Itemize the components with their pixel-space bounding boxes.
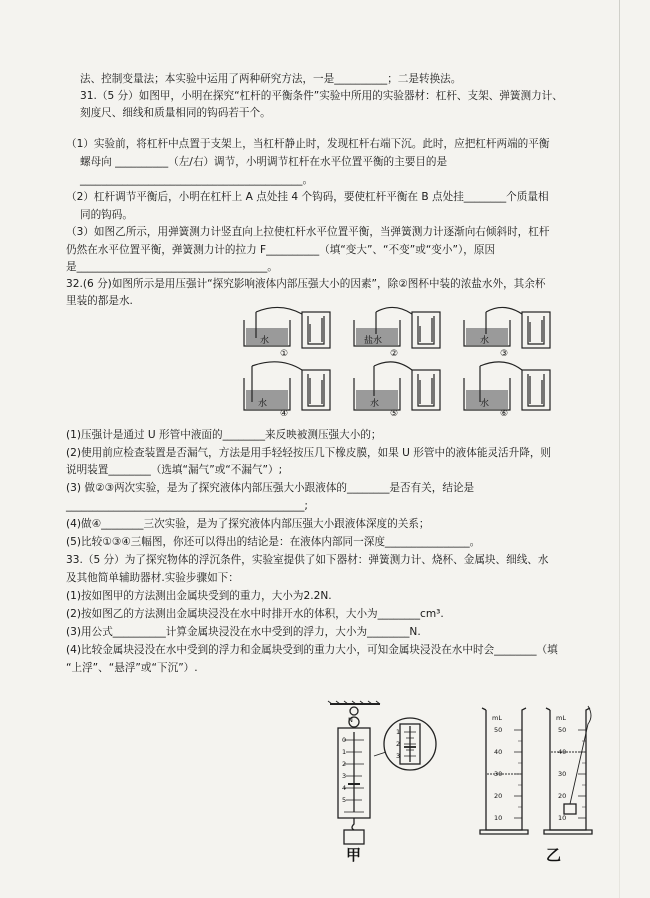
scale-number: 2 bbox=[342, 760, 347, 768]
question-32-part-2: (2)使用前应检查装置是否漏气，方法是用手轻轻按压几下橡皮膜，如果 U 形管中的液体能灵活升降，则 bbox=[66, 447, 552, 459]
pressure-gauge-figure bbox=[234, 302, 574, 418]
cylinder-tick: 30 bbox=[494, 770, 503, 778]
cylinder-tick: 10 bbox=[494, 814, 503, 822]
scale-number: 3 bbox=[342, 772, 347, 780]
text-line: 及其他简单辅助器材.实验步骤如下： bbox=[66, 572, 239, 584]
gauge-setup-6 bbox=[464, 362, 550, 410]
question-33-stem: 33.（5 分）为了探究物体的浮沉条件，实验室提供了如下器材：弹簧测力计、烧杯、金属块、细线、水 bbox=[66, 554, 549, 566]
question-32-part-4: (4)做④________三次实验，是为了探究液体内部压强大小跟液体深度的关系； bbox=[66, 518, 430, 530]
question-33-step-2: (2)按如图乙的方法测出金属块浸没在水中时排开水的体积，大小为________cm³. bbox=[66, 608, 444, 620]
panel-number: ⑥ bbox=[500, 409, 509, 418]
scale-number: 3 bbox=[396, 752, 401, 760]
text-line: _____________________________________________; bbox=[66, 500, 308, 512]
liquid-label: 盐水 bbox=[364, 336, 383, 346]
text-line: “上浮”、“悬浮”或“下沉”）. bbox=[66, 662, 198, 674]
text-line: 螺母向 __________（左/右）调节，小明调节杠杆在水平位置平衡的主要目的是 bbox=[80, 156, 448, 168]
panel-number: ② bbox=[390, 349, 399, 359]
figure-caption-yi: 乙 bbox=[546, 846, 562, 864]
text-line: 里装的都是水. bbox=[66, 295, 133, 307]
text-line: 是____________________________________。 bbox=[66, 261, 278, 273]
cylinder-tick: 50 bbox=[558, 726, 567, 734]
gauge-setup-4 bbox=[244, 362, 330, 410]
cylinder-tick: 30 bbox=[558, 770, 567, 778]
text-line: 仍然在水平位置平衡，弹簧测力计的拉力 F__________（填“变大”、“不变”或“变小”），原因 bbox=[66, 244, 496, 256]
liquid-label: 水 bbox=[260, 336, 270, 346]
gauge-setup-3 bbox=[464, 307, 550, 348]
question-31-part-1: （1）实验前，将杠杆中点置于支架上，当杠杆静止时，发现杠杆右端下沉。此时，应把杠杆两端的平衡 bbox=[66, 138, 550, 150]
cylinder-tick: 20 bbox=[558, 792, 567, 800]
scale-number: 4 bbox=[342, 784, 347, 792]
panel-number: ③ bbox=[500, 349, 509, 359]
cylinder-tick: 50 bbox=[494, 726, 503, 734]
liquid-label: 水 bbox=[370, 399, 380, 409]
scale-number: 0 bbox=[342, 736, 347, 744]
question-33-step-4: (4)比较金属块浸没在水中受到的浮力和金属块受到的重力大小，可知金属块浸没在水中时会________（填 bbox=[66, 644, 558, 656]
gauge-setup-1 bbox=[244, 307, 330, 348]
scale-unit-label: N bbox=[348, 716, 353, 724]
panel-number: ⑤ bbox=[390, 409, 399, 418]
buoyancy-figure bbox=[318, 700, 598, 865]
question-31-part-2: （2）杠杆调节平衡后，小明在杠杆上 A 点处挂 4 个钩码，要使杠杆平衡在 B 点处挂________个质量相 bbox=[66, 191, 549, 203]
cylinder-tick: 10 bbox=[558, 814, 567, 822]
text-line: 同的钩码。 bbox=[80, 209, 133, 221]
cylinder-tick: 40 bbox=[494, 748, 503, 756]
liquid-label: 水 bbox=[480, 399, 490, 409]
liquid-label: 水 bbox=[480, 336, 490, 346]
question-32-part-5: (5)比较①③④三幅图，你还可以得出的结论是：在液体内部同一深度________________。 bbox=[66, 536, 481, 548]
text-line: 刻度尺、细线和质量相同的钩码若干个。 bbox=[80, 107, 271, 119]
cylinder-tick: 40 bbox=[558, 748, 567, 756]
panel-number: ① bbox=[280, 349, 289, 359]
text-line: __________________________________________。 bbox=[80, 174, 314, 186]
question-31-part-3: （3）如图乙所示，用弹簧测力计竖直向上拉使杠杆水平位置平衡，当弹簧测力计逐渐向右倾斜时，杠杆 bbox=[66, 226, 550, 238]
gauge-setup-5 bbox=[354, 362, 440, 410]
cylinder-tick: 20 bbox=[494, 792, 503, 800]
liquid-label: 水 bbox=[258, 399, 268, 409]
figure-caption-jia: 甲 bbox=[346, 846, 362, 864]
scale-number: 5 bbox=[342, 796, 347, 804]
scale-number: 1 bbox=[396, 728, 401, 736]
question-33-step-3: (3)用公式__________计算金属块浸没在水中受到的浮力，大小为________N. bbox=[66, 626, 421, 638]
question-32-part-1: (1)压强计是通过 U 形管中液面的________来反映被测压强大小的； bbox=[66, 429, 382, 441]
cylinder-unit: mL bbox=[556, 714, 566, 722]
question-33-step-1: (1)按如图甲的方法测出金属块受到的重力，大小为2.2N. bbox=[66, 590, 332, 602]
text-line: 法、控制变量法；本实验中运用了两种研究方法，一是__________；二是转换法。 bbox=[80, 73, 462, 85]
scan-edge-divider bbox=[619, 0, 620, 898]
panel-number: ④ bbox=[280, 409, 289, 418]
scale-number: 2 bbox=[396, 740, 401, 748]
cylinder-unit: mL bbox=[492, 714, 502, 722]
scale-number: 1 bbox=[342, 748, 347, 756]
question-32-stem: 32.(6 分)如图所示是用压强计“探究影响液体内部压强大小的因素”，除②图杯中装的浓盐水外，其余杯 bbox=[66, 278, 546, 290]
text-line: 说明装置________（选填“漏气”或“不漏气”）; bbox=[66, 464, 283, 476]
question-31-stem: 31.（5 分）如图甲，小明在探究“杠杆的平衡条件”实验中所用的实验器材：杠杆、支架、弹簧测力计、 bbox=[80, 90, 563, 102]
question-32-part-3: (3) 做②③两次实验，是为了探究液体内部压强大小跟液体的________是否有关，结论是 bbox=[66, 482, 475, 494]
